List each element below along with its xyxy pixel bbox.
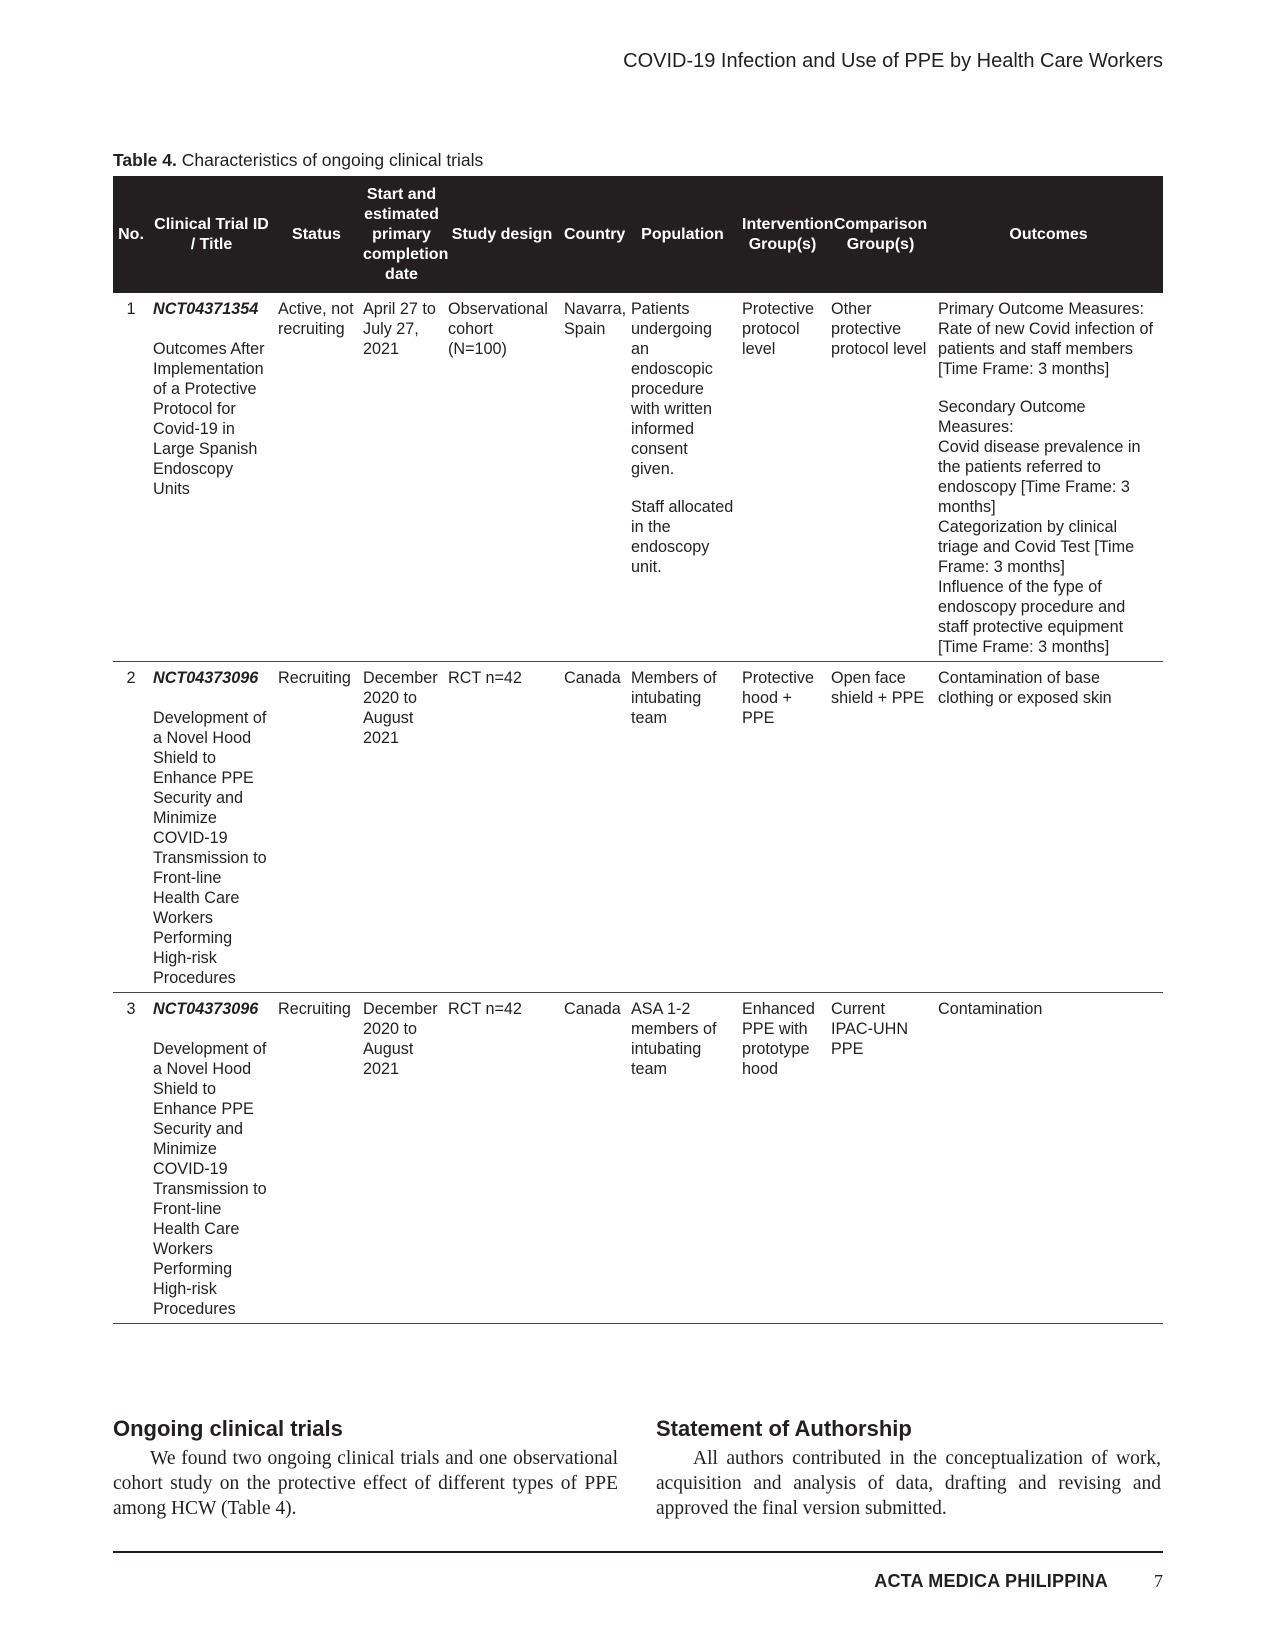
cell-status: Recruiting xyxy=(274,662,359,993)
outcome-secondary: Secondary Outcome Measures: Covid disease prevalence in the patients referred to endoscopy [Time Frame: 3 months] Categorization by clinical triage and Covid Test [Time Frame: 3 months] Influence of the fype of endoscopy procedure and staff protective equipment [Time Frame: 3 months] xyxy=(938,398,1141,656)
footer-journal-name: ACTA MEDICA PHILIPPINA xyxy=(874,1571,1108,1591)
cell-outcomes: Contamination of base clothing or exposed skin xyxy=(934,662,1163,993)
clinical-trials-table xyxy=(113,176,1163,1324)
header-dates: Start and estimated primary completion date xyxy=(359,176,444,293)
cell-design: Observational cohort (N=100) xyxy=(444,293,560,662)
cell-status: Active, not recruiting xyxy=(274,293,359,662)
trial-title: Outcomes After Implementation of a Protective Protocol for Covid-19 in Large Spanish Endoscopy Units xyxy=(153,340,265,498)
header-status: Status xyxy=(274,176,359,293)
header-no: No. xyxy=(113,176,149,293)
section-body-ongoing-trials: We found two ongoing clinical trials and one observational cohort study on the protective effect of different types of PPE among HCW (Table 4). xyxy=(113,1448,618,1519)
outcome-primary: Primary Outcome Measures: Rate of new Covid infection of patients and staff members [Time Frame: 3 months] xyxy=(938,300,1154,378)
cell-trial xyxy=(149,993,274,1324)
table-caption xyxy=(113,150,483,171)
trial-title: Development of a Novel Hood Shield to Enhance PPE Security and Minimize COVID-19 Transmission to Front-line Health Care Workers Performing High-risk Procedures xyxy=(153,709,267,987)
header-country: Country xyxy=(560,176,627,293)
trial-id: NCT04373096 xyxy=(153,1000,259,1018)
population-item: Staff allocated in the endoscopy unit. xyxy=(631,498,734,576)
section-body-authorship: All authors contributed in the conceptualization of work, acquisition and analysis of data, drafting and revising and approved the final version submitted. xyxy=(656,1448,1161,1519)
cell-country: Canada xyxy=(560,993,627,1324)
running-head: COVID-19 Infection and Use of PPE by Health Care Workers xyxy=(623,50,1163,72)
cell-design: RCT n=42 xyxy=(444,662,560,993)
section-heading-ongoing-trials: Ongoing clinical trials xyxy=(113,1416,343,1441)
population-item: Patients undergoing an endoscopic procedure with written informed consent given. xyxy=(631,300,713,478)
cell-population xyxy=(627,293,738,662)
table-row xyxy=(113,662,1163,993)
cell-status: Recruiting xyxy=(274,993,359,1324)
footer-page-number: 7 xyxy=(1154,1571,1163,1591)
header-population: Population xyxy=(627,176,738,293)
cell-no: 1 xyxy=(113,293,149,662)
cell-no: 3 xyxy=(113,993,149,1324)
header-comparison: Comparison Group(s) xyxy=(827,176,934,293)
cell-dates: December 2020 to August 2021 xyxy=(359,662,444,993)
cell-country: Navarra, Spain xyxy=(560,293,627,662)
section-heading-authorship: Statement of Authorship xyxy=(656,1416,912,1441)
cell-outcomes xyxy=(934,293,1163,662)
cell-intervention: Enhanced PPE with prototype hood xyxy=(738,993,827,1324)
header-trial-id: Clinical Trial ID / Title xyxy=(149,176,274,293)
cell-comparison: Open face shield + PPE xyxy=(827,662,934,993)
table-row xyxy=(113,993,1163,1324)
table-row xyxy=(113,293,1163,662)
table-header-row xyxy=(113,176,1163,293)
cell-population: Members of intubating team xyxy=(627,662,738,993)
table-caption-label: Table 4. xyxy=(113,150,177,170)
cell-comparison: Other protective protocol level xyxy=(827,293,934,662)
cell-trial xyxy=(149,662,274,993)
cell-design: RCT n=42 xyxy=(444,993,560,1324)
table-caption-text: Characteristics of ongoing clinical trials xyxy=(181,150,484,170)
cell-dates: April 27 to July 27, 2021 xyxy=(359,293,444,662)
cell-no: 2 xyxy=(113,662,149,993)
footer-divider xyxy=(113,1551,1163,1553)
trial-id: NCT04371354 xyxy=(153,300,259,318)
header-study-design: Study design xyxy=(444,176,560,293)
header-outcomes: Outcomes xyxy=(934,176,1163,293)
cell-intervention: Protective hood + PPE xyxy=(738,662,827,993)
cell-intervention: Protective protocol level xyxy=(738,293,827,662)
trial-title: Development of a Novel Hood Shield to Enhance PPE Security and Minimize COVID-19 Transmission to Front-line Health Care Workers Performing High-risk Procedures xyxy=(153,1040,267,1318)
cell-trial xyxy=(149,293,274,662)
cell-comparison: Current IPAC-UHN PPE xyxy=(827,993,934,1324)
header-intervention: Intervention Group(s) xyxy=(738,176,827,293)
cell-country: Canada xyxy=(560,662,627,993)
cell-outcomes: Contamination xyxy=(934,993,1163,1324)
cell-dates: December 2020 to August 2021 xyxy=(359,993,444,1324)
trial-id: NCT04373096 xyxy=(153,669,259,687)
cell-population: ASA 1-2 members of intubating team xyxy=(627,993,738,1324)
